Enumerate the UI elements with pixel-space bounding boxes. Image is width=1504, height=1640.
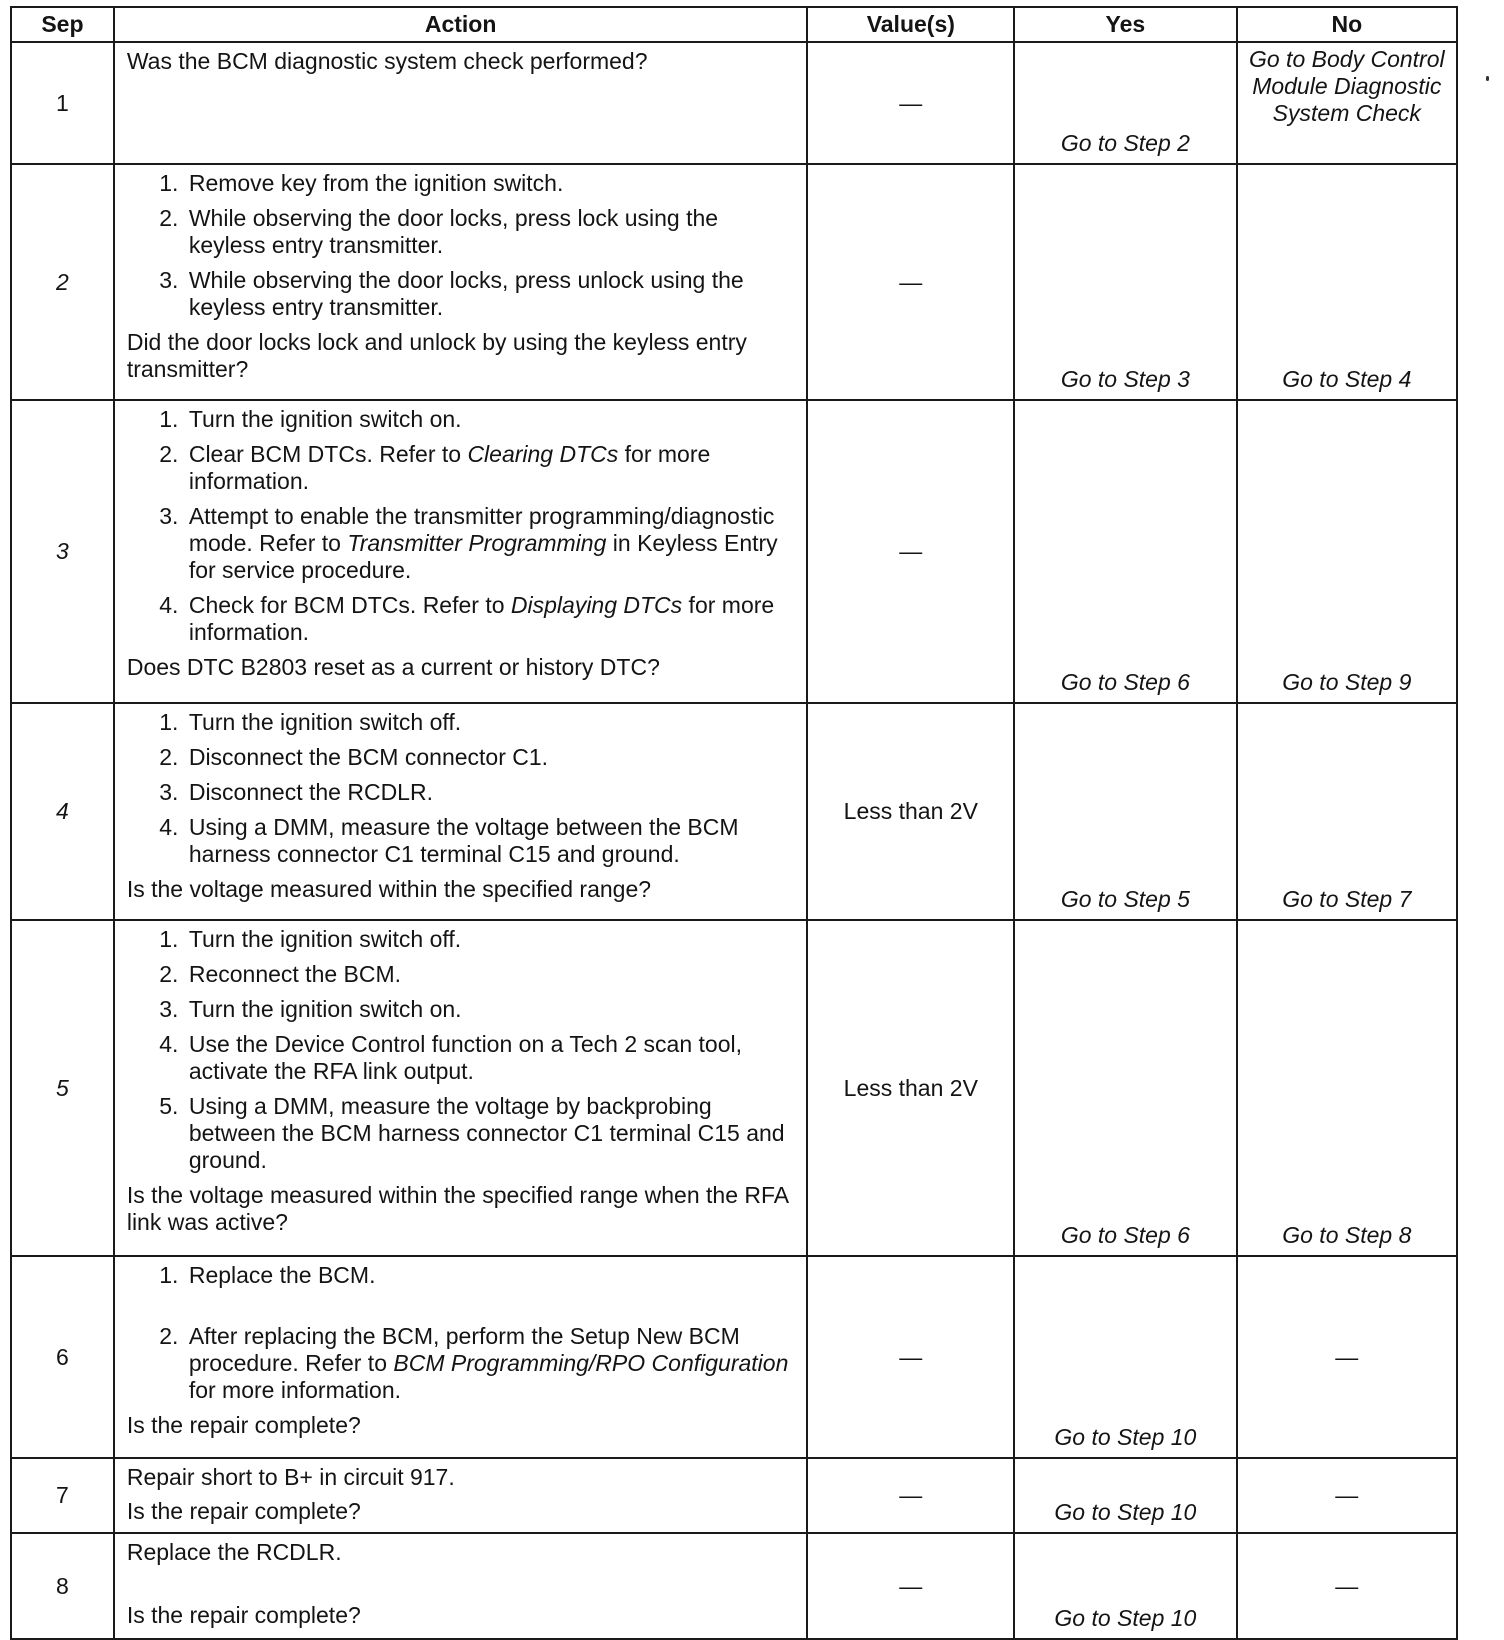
value-cell: — [807,1256,1014,1458]
action-list [127,709,799,868]
yes-cell: Go to Step 6 [1014,920,1236,1256]
action-cell [114,400,808,703]
action-item: 3. While observing the door locks, press unlock using the keyless entry transmitter. [185,267,799,321]
action-item: 1. Turn the ignition switch off. [185,926,799,953]
action-item: 1. Turn the ignition switch off. [185,709,799,736]
action-item [185,503,799,584]
action-text: for more information. [188,440,711,494]
action-item: 1. Replace the BCM. [185,1262,799,1289]
action-item: 2. Reconnect the BCM. [185,961,799,988]
reference-link-text: BCM Programming/RPO Configuration [393,1350,789,1377]
action-item: 5. Using a DMM, measure the voltage by backprobing between the BCM harness connector C1 terminal C15 and ground. [185,1093,799,1174]
action-list [127,406,799,646]
value-cell: — [807,1458,1014,1533]
action-cell [114,42,808,164]
no-prefix: Go to [1248,46,1312,72]
question-text: Is the repair complete? [126,1498,361,1525]
yes-cell: Go to Step 10 [1014,1458,1236,1533]
question-text: Did the door locks lock and unlock by using the keyless entry transmitter? [126,329,747,383]
no-cell: — [1237,1256,1457,1458]
question-text: Is the repair complete? [126,1412,361,1439]
action-text: Replace the RCDLR. [126,1539,342,1566]
step-number: 2 [11,164,114,399]
action-cell [114,703,808,921]
header-row [11,7,1457,42]
question-text: Does DTC B2803 reset as a current or history DTC? [126,653,660,680]
value-cell: — [807,1533,1014,1639]
spacer [127,1566,799,1602]
action-text: Check for BCM DTCs. Refer to [188,591,511,618]
action-text: for more information. [188,1377,402,1404]
table-row [11,42,1457,164]
header-action: Action [114,7,808,42]
action-item: 2. While observing the door locks, press lock using the keyless entry transmitter. [185,205,799,259]
action-item: 4. Using a DMM, measure the voltage between the BCM harness connector C1 terminal C15 and ground. [185,814,799,868]
table-row [11,1533,1457,1639]
action-text: Attempt to enable the transmitter programming/diagnostic mode. Refer to [188,502,775,556]
step-number: 3 [11,400,114,703]
yes-cell: Go to Step 6 [1014,400,1236,703]
question-text: Is the voltage measured within the specified range when the RFA link was active? [126,1182,788,1236]
action-cell [114,1458,808,1533]
question-text: Is the voltage measured within the specified range? [126,875,652,902]
action-item [185,592,799,646]
table-row [11,400,1457,703]
yes-cell: Go to Step 3 [1014,164,1236,399]
action-item [185,441,799,495]
action-cell [114,1256,808,1458]
diagnostic-table [10,6,1458,1640]
header-values: Value(s) [807,7,1014,42]
action-list [127,1262,799,1404]
no-cell: Go to Step 4 [1237,164,1457,399]
action-item: 3. Disconnect the RCDLR. [185,779,799,806]
step-number: 8 [11,1533,114,1639]
step-number: 4 [11,703,114,921]
table-row [11,164,1457,399]
table-row [11,1256,1457,1458]
step-number: 6 [11,1256,114,1458]
table-row [11,1458,1457,1533]
action-item: 2. Disconnect the BCM connector C1. [185,744,799,771]
no-cell: Go to Step 9 [1237,400,1457,703]
question-text: Is the repair complete? [126,1602,361,1629]
header-no: No [1237,7,1457,42]
table-row [11,920,1457,1256]
no-reference: Body Control Module Diagnostic System Check [1252,46,1445,126]
action-item: 1. Turn the ignition switch on. [185,406,799,433]
action-item: 4. Use the Device Control function on a Tech 2 scan tool, activate the RFA link output. [185,1031,799,1085]
no-cell: Go to Step 8 [1237,920,1457,1256]
action-item [185,1323,799,1404]
no-cell: Go to Step 7 [1237,703,1457,921]
value-cell: — [807,400,1014,703]
action-text: Repair short to B+ in circuit 917. [126,1464,455,1491]
reference-link-text: Displaying DTCs [510,591,683,618]
yes-cell: Go to Step 2 [1014,42,1236,164]
no-cell [1237,42,1457,164]
action-cell [114,920,808,1256]
action-text: Clear BCM DTCs. Refer to [188,440,468,467]
action-text: for more information. [188,591,775,645]
step-number: 1 [11,42,114,164]
reference-link-text: Clearing DTCs [467,440,619,467]
value-cell: Less than 2V [807,703,1014,921]
action-cell [114,1533,808,1639]
step-number: 5 [11,920,114,1256]
action-item: 3. Turn the ignition switch on. [185,996,799,1023]
action-cell [114,164,808,399]
action-list [127,170,799,321]
yes-cell: Go to Step 10 [1014,1256,1236,1458]
step-number: 7 [11,1458,114,1533]
header-yes: Yes [1014,7,1236,42]
value-cell: Less than 2V [807,920,1014,1256]
no-cell: — [1237,1458,1457,1533]
reference-link-text: Transmitter Programming [347,529,607,556]
no-cell: — [1237,1533,1457,1639]
action-list [127,926,799,1174]
yes-cell: Go to Step 5 [1014,703,1236,921]
table-row [11,703,1457,921]
action-text: After replacing the BCM, perform the Setup New BCM procedure. Refer to [188,1323,740,1377]
header-step: Sep [11,7,114,42]
value-cell: — [807,164,1014,399]
action-text: in Keyless Entry for service procedure. [188,529,778,583]
action-item: 1. Remove key from the ignition switch. [185,170,799,197]
question-text: Was the BCM diagnostic system check performed? [126,48,648,74]
yes-cell: Go to Step 10 [1014,1533,1236,1639]
value-cell: — [807,42,1014,164]
margin-mark [1486,76,1489,81]
